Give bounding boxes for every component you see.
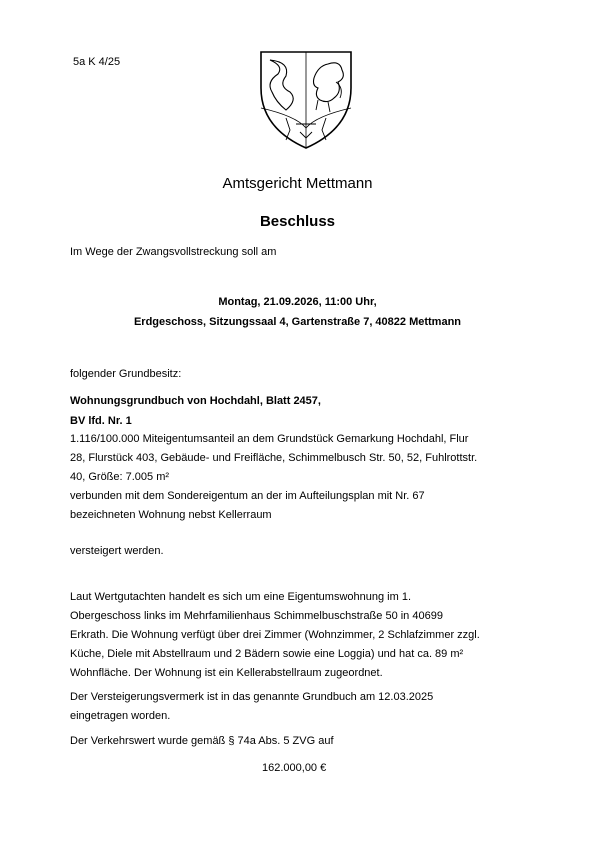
market-value-amount: 162.000,00 € bbox=[262, 762, 327, 774]
appraisal-line: Laut Wertgutachten handelt es sich um eine Eigentumswohnung im 1. bbox=[70, 591, 411, 603]
court-name: Amtsgericht Mettmann bbox=[222, 175, 373, 192]
register-note-paragraph bbox=[70, 688, 540, 726]
description-line: verbunden mit dem Sondereigentum an der im Aufteilungsplan mit Nr. 67 bbox=[70, 490, 425, 502]
description-line: 28, Flurstück 403, Gebäude- und Freifläche, Schimmelbusch Str. 50, 52, Fuhlrottstr. bbox=[70, 452, 478, 464]
market-value-text: Der Verkehrswert wurde gemäß § 74a Abs. 5 ZVG auf bbox=[70, 735, 334, 747]
file-reference: 5a K 4/25 bbox=[73, 56, 121, 68]
auction-date: Montag, 21.09.2026, 11:00 Uhr, bbox=[218, 296, 377, 308]
inventory-number: BV lfd. Nr. 1 bbox=[70, 415, 132, 427]
intro-text: Im Wege der Zwangsvollstreckung soll am bbox=[70, 246, 277, 258]
appraisal-line: Wohnfläche. Der Wohnung ist ein Kellerabstellraum zugeordnet. bbox=[70, 667, 383, 679]
register-note-line: Der Versteigerungsvermerk ist in das genannte Grundbuch am 12.03.2025 bbox=[70, 691, 434, 703]
description-line: bezeichneten Wohnung nebst Kellerraum bbox=[70, 509, 272, 521]
auctioned-statement: versteigert werden. bbox=[70, 545, 164, 557]
land-register-entry: Wohnungsgrundbuch von Hochdahl, Blatt 2457, bbox=[70, 395, 321, 407]
property-section-label: folgender Grundbesitz: bbox=[70, 368, 182, 380]
register-note-line: eingetragen worden. bbox=[70, 710, 171, 722]
appraisal-line: Erkrath. Die Wohnung verfügt über drei Zimmer (Wohnzimmer, 2 Schlafzimmer zzgl. bbox=[70, 629, 480, 641]
auction-location: Erdgeschoss, Sitzungssaal 4, Gartenstraße 7, 40822 Mettmann bbox=[133, 316, 462, 328]
coat-of-arms-emblem bbox=[256, 48, 356, 152]
appraisal-paragraph bbox=[70, 588, 540, 683]
property-description bbox=[70, 430, 540, 525]
description-line: 40, Größe: 7.005 m² bbox=[70, 471, 170, 483]
appraisal-line: Küche, Diele mit Abstellraum und 2 Bädern sowie eine Loggia) und hat ca. 89 m² bbox=[70, 648, 464, 660]
appraisal-line: Obergeschoss links im Mehrfamilienhaus Schimmelbuschstraße 50 in 40699 bbox=[70, 610, 443, 622]
description-line: 1.116/100.000 Miteigentumsanteil an dem Grundstück Gemarkung Hochdahl, Flur bbox=[70, 433, 469, 445]
document-title: Beschluss bbox=[259, 213, 336, 230]
